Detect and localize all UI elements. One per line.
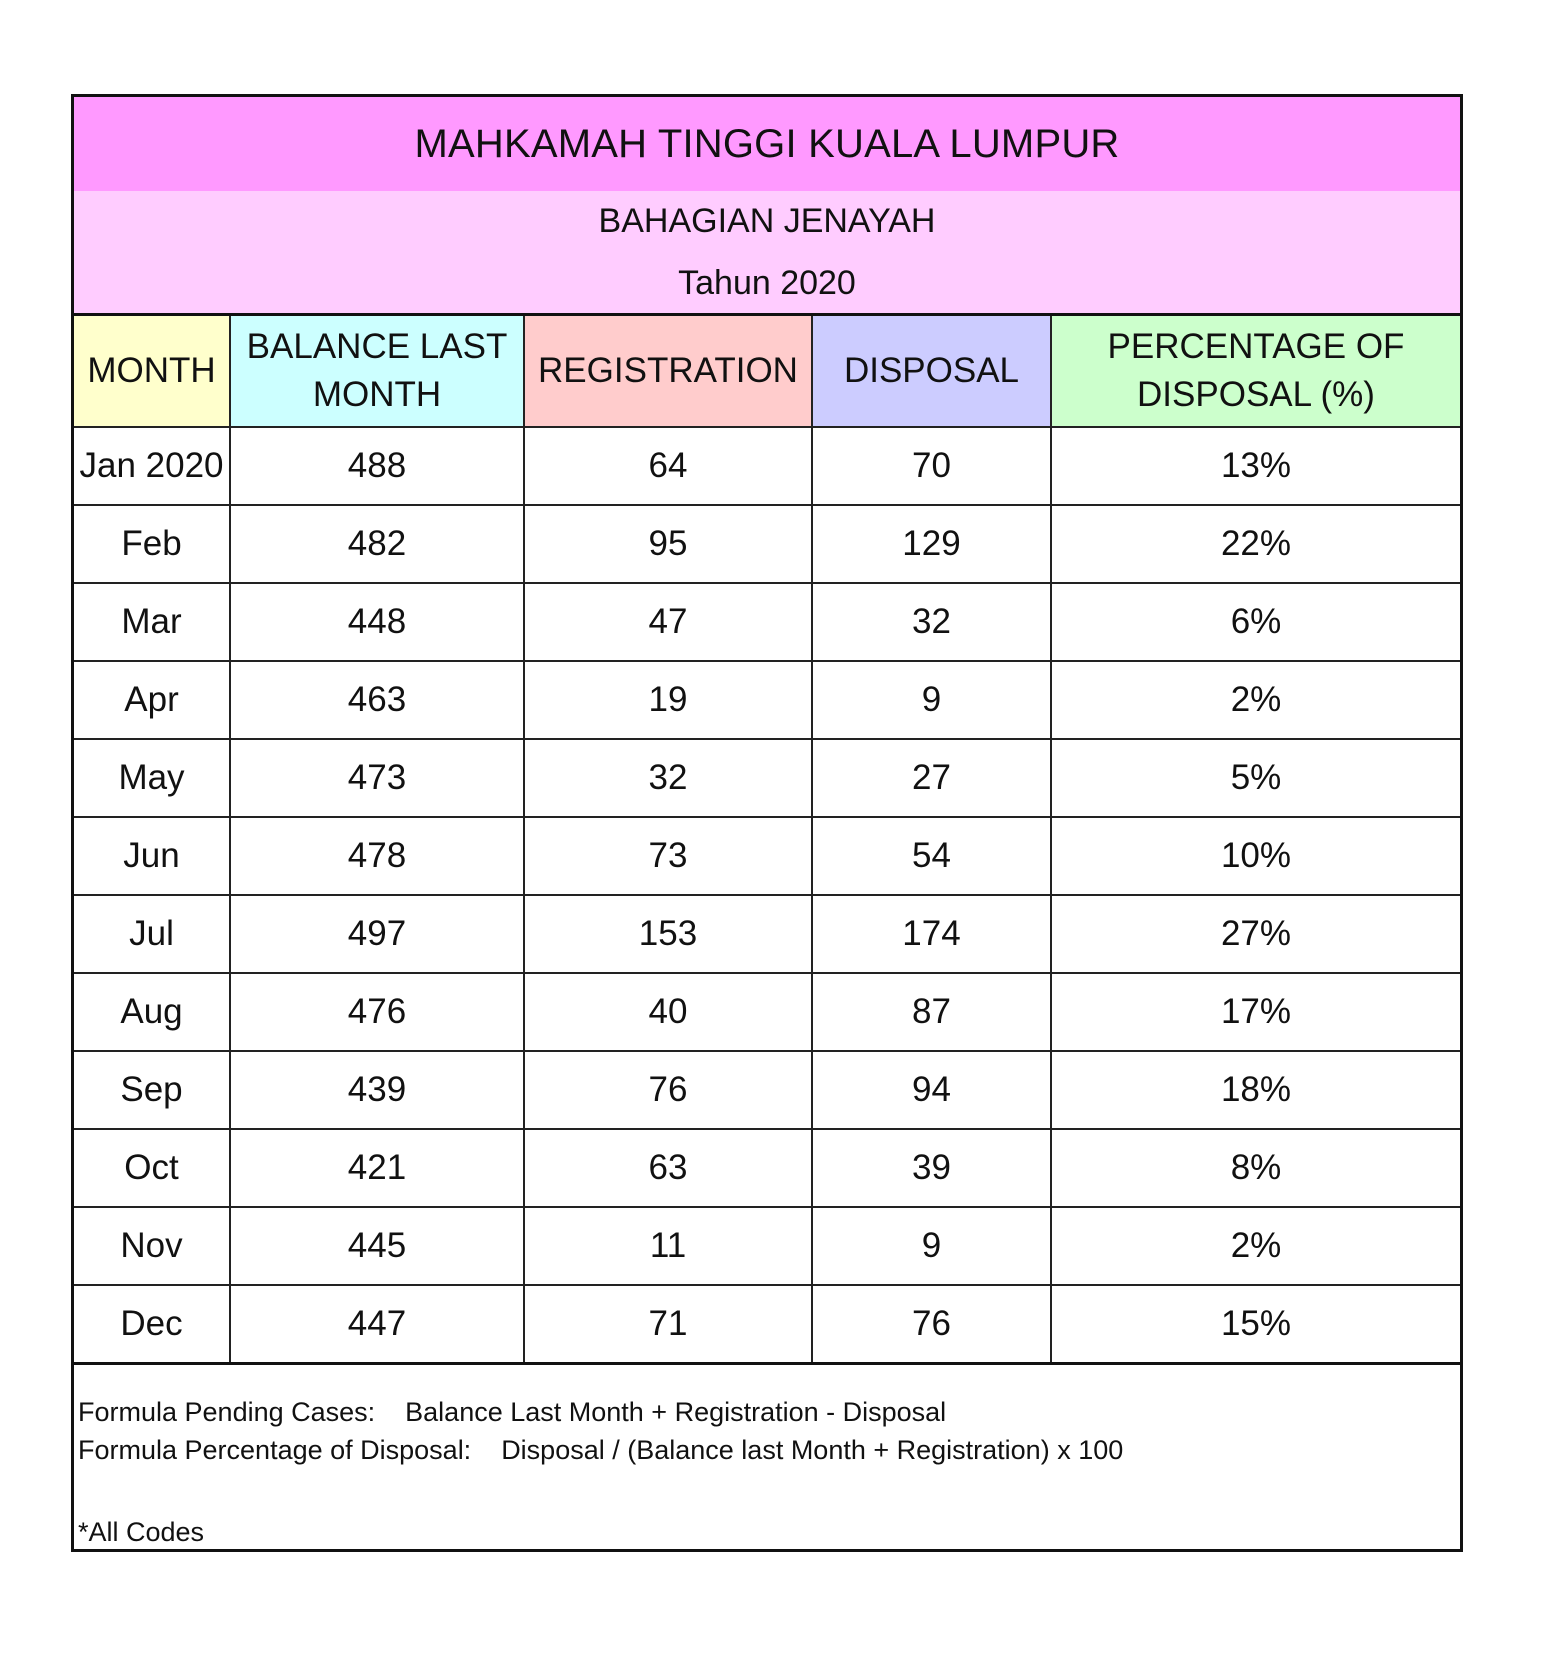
footnote-all-codes: *All Codes [78, 1517, 205, 1547]
cell-registration: 40 [524, 973, 812, 1051]
cell-percentage: 2% [1051, 661, 1460, 739]
division-label: BAHAGIAN JENAYAH [598, 202, 936, 240]
cell-balance-last-month: 447 [230, 1285, 524, 1364]
cell-balance-last-month: 473 [230, 739, 524, 817]
cell-registration: 11 [524, 1207, 812, 1285]
cell-month: Apr [74, 661, 230, 739]
cell-month: Mar [74, 583, 230, 661]
table-row [74, 661, 1460, 739]
report-sheet [71, 94, 1463, 1552]
cell-percentage: 10% [1051, 817, 1460, 895]
cell-registration: 19 [524, 661, 812, 739]
cell-disposal: 27 [812, 739, 1051, 817]
cell-percentage: 8% [1051, 1129, 1460, 1207]
year-label: Tahun 2020 [678, 264, 856, 302]
cell-month: Oct [74, 1129, 230, 1207]
cell-percentage: 22% [1051, 505, 1460, 583]
cell-month: Feb [74, 505, 230, 583]
cell-month: May [74, 739, 230, 817]
cell-balance-last-month: 421 [230, 1129, 524, 1207]
cell-disposal: 54 [812, 817, 1051, 895]
case-statistics-table [74, 313, 1460, 1365]
cell-disposal: 9 [812, 1207, 1051, 1285]
cell-percentage: 17% [1051, 973, 1460, 1051]
cell-percentage: 6% [1051, 583, 1460, 661]
cell-registration: 71 [524, 1285, 812, 1364]
percentage-disposal-formula [78, 1431, 1460, 1469]
cell-percentage: 2% [1051, 1207, 1460, 1285]
percentage-formula-text: Disposal / (Balance last Month + Registration) x 100 [501, 1435, 1124, 1465]
table-row [74, 895, 1460, 973]
cell-balance-last-month: 476 [230, 973, 524, 1051]
pending-cases-formula [78, 1393, 1460, 1431]
table-row [74, 817, 1460, 895]
cell-percentage: 27% [1051, 895, 1460, 973]
cell-month: Sep [74, 1051, 230, 1129]
cell-disposal: 129 [812, 505, 1051, 583]
cell-month: Jul [74, 895, 230, 973]
table-row [74, 1129, 1460, 1207]
cell-balance-last-month: 448 [230, 583, 524, 661]
cell-disposal: 9 [812, 661, 1051, 739]
column-header-month: MONTH [74, 315, 230, 428]
table-row [74, 505, 1460, 583]
table-row [74, 427, 1460, 505]
cell-disposal: 39 [812, 1129, 1051, 1207]
table-row [74, 1207, 1460, 1285]
cell-balance-last-month: 482 [230, 505, 524, 583]
cell-percentage: 18% [1051, 1051, 1460, 1129]
cell-registration: 64 [524, 427, 812, 505]
formula-notes [74, 1365, 1460, 1551]
pending-formula-label: Formula Pending Cases: [78, 1397, 376, 1427]
column-header-registration: REGISTRATION [524, 315, 812, 428]
table-row [74, 1285, 1460, 1364]
cell-month: Nov [74, 1207, 230, 1285]
cell-disposal: 174 [812, 895, 1051, 973]
cell-disposal: 94 [812, 1051, 1051, 1129]
cell-month: Jan 2020 [74, 427, 230, 505]
report-subheader [74, 191, 1460, 313]
cell-month: Jun [74, 817, 230, 895]
table-row [74, 973, 1460, 1051]
cell-registration: 153 [524, 895, 812, 973]
cell-percentage: 15% [1051, 1285, 1460, 1364]
cell-balance-last-month: 463 [230, 661, 524, 739]
table-row [74, 739, 1460, 817]
cell-registration: 76 [524, 1051, 812, 1129]
cell-disposal: 87 [812, 973, 1051, 1051]
cell-percentage: 5% [1051, 739, 1460, 817]
cell-percentage: 13% [1051, 427, 1460, 505]
cell-balance-last-month: 439 [230, 1051, 524, 1129]
column-header-balance-last-month: BALANCE LAST MONTH [230, 315, 524, 428]
pending-formula-text: Balance Last Month + Registration - Disposal [405, 1397, 947, 1427]
cell-balance-last-month: 497 [230, 895, 524, 973]
percentage-formula-label: Formula Percentage of Disposal: [78, 1435, 472, 1465]
cell-balance-last-month: 445 [230, 1207, 524, 1285]
table-row [74, 583, 1460, 661]
cell-disposal: 70 [812, 427, 1051, 505]
cell-registration: 63 [524, 1129, 812, 1207]
cell-balance-last-month: 488 [230, 427, 524, 505]
column-header-percentage-of-disposal: PERCENTAGE OF DISPOSAL (%) [1051, 315, 1460, 428]
cell-registration: 47 [524, 583, 812, 661]
report-title: MAHKAMAH TINGGI KUALA LUMPUR [74, 97, 1460, 191]
column-header-disposal: DISPOSAL [812, 315, 1051, 428]
cell-month: Aug [74, 973, 230, 1051]
cell-balance-last-month: 478 [230, 817, 524, 895]
cell-disposal: 76 [812, 1285, 1051, 1364]
table-row [74, 1051, 1460, 1129]
table-header-row [74, 315, 1460, 428]
cell-disposal: 32 [812, 583, 1051, 661]
cell-month: Dec [74, 1285, 230, 1364]
cell-registration: 95 [524, 505, 812, 583]
cell-registration: 73 [524, 817, 812, 895]
cell-registration: 32 [524, 739, 812, 817]
